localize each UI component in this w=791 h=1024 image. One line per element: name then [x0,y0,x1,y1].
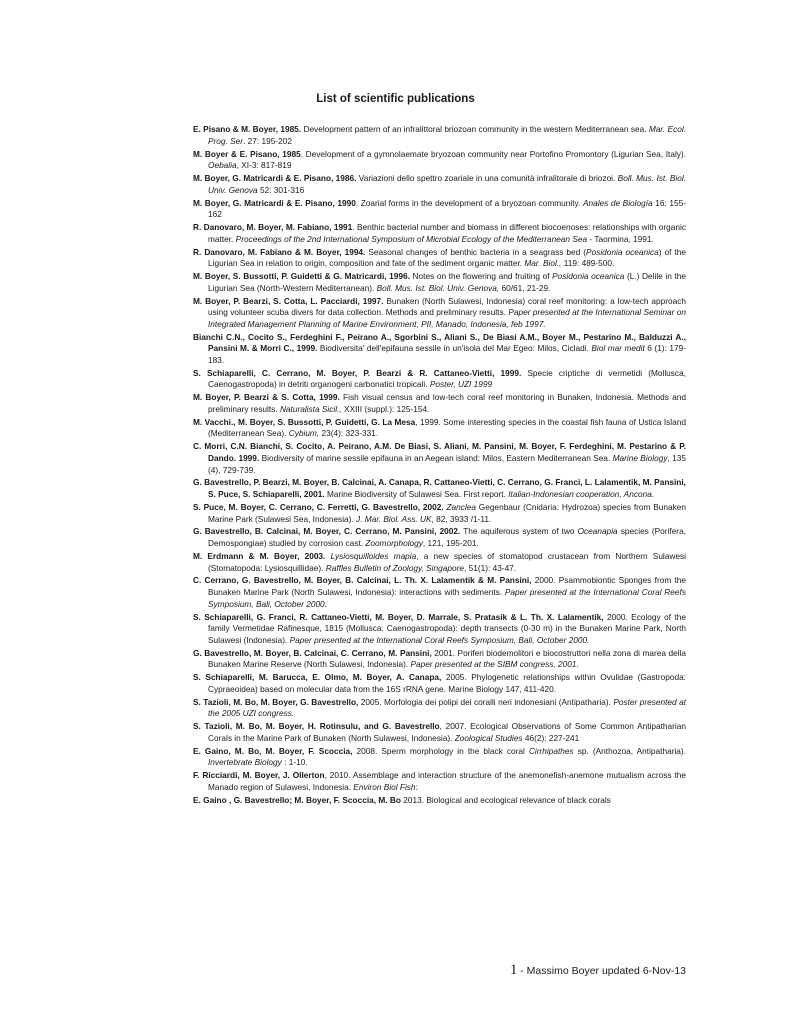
pub-text: , 1999. Some interesting species in the coastal fish fauna of Ustica Island (Mediterranean Sea). [208,416,686,439]
pub-text: , 51(1): 43-47. [463,562,517,573]
pub-journal: Paper presented at the SIBM congress, 2001 [410,659,577,670]
pub-text: The aquiferous system of two [460,526,578,537]
pub-text: Bunaken (North Sulawesi, Indonesia) coral reef monitoring: a low-tech approach using volunteer scuba divers for data collection. Methods and preliminary results. [208,295,686,318]
publication-entry [193,124,686,147]
pub-text: , a new species of stomatopod crustacean from Northern Sulawesi (Stomatopoda: Lysiosquillidae). [208,550,686,573]
pub-authors: M. Boyer, P. Bearzi & S. Cotta, 1999. [193,392,340,403]
publication-list [193,124,686,808]
pub-text: Marine Biodiversity of Sulawesi Sea. First report. [324,489,509,500]
pub-authors: C. Morri, C.N. Bianchi, S. Cocito, A. Peirano, A.M. De Biasi, S. Aliani, M. Pansini, M. Boyer, F. Ferdeghini, M. Pestarino & P. Dando. 1999. [193,441,686,463]
pub-text: , 2007. Ecological Observations of Some Common Antipatharian Corals in the Marine Park of Bunaken (North Sulawesi, Indonesia). [208,721,686,743]
pub-text: . 27: 195-202 [243,135,292,146]
publication-entry [193,746,686,769]
pub-journal: Invertebrate Biology [208,757,282,768]
pub-text: species (Porifera, Demospongiae) studied by corrosion cast. [208,526,686,549]
pub-journal: Boll. Mus. Ist. Biol. Univ. Genova, [376,282,500,293]
pub-text: 2005. Phylogenetic relationships within Ovulidae (Gastropoda: Cypraeoidea) based on molecular data from the 16S rRNA gene. Marine Biology 147, 411-420. [208,672,686,694]
pub-authors: S. Schiaparelli, M. Barucca, E. Olmo, M. Boyer, A. Canapa, [193,672,442,683]
pub-text: Seasonal changes of benthic bacteria in a seagrass bed ( [365,246,587,257]
pub-authors: F. Ricciardi, M. Boyer, J. Ollerton [193,770,325,781]
pub-journal: Environ Biol Fish [353,781,416,792]
publication-entry [193,672,686,695]
pub-authors: E. Gaino, M. Bo, M. Boyer, F. Scoccia, [193,745,353,756]
pub-authors: C. Cerrano, G. Bavestrello, M. Boyer, B. Calcinai, L. Th. X. Lalamentik & M. Pansini, [193,575,532,586]
pub-text: 2000. Psammobiontic Sponges from the Bunaken Marine Park (North Sulawesi, Indonesia): interactions with sediments. [208,575,687,598]
pub-journal: Paper presented at the International Coral Reefs Symposium, Bali, October 2000 [208,587,686,609]
pub-journal: Zoological Studies [454,732,523,743]
pub-authors: E. Pisano & M. Boyer, 1985. [193,124,302,134]
pub-journal: Naturalista Sicil., [279,403,342,414]
pub-journal: Poster, UZI 1999 [429,379,493,390]
pub-text: (L.) Delile in the Ligurian Sea (North-Western Mediterranean). [208,271,686,293]
publication-entry [193,247,686,270]
pub-authors: S. Puce, M. Boyer, C. Cerrano, C. Ferretti, G. Bavestrello, 2002. [193,501,444,512]
pub-journal: Paper presented at the International Coral Reefs Symposium, Bali, October 2000. [289,634,590,645]
publication-entry [193,575,686,610]
pub-text: , XI-3: 817-819 [236,160,292,171]
pub-text: Biodiversity of marine sessile epifauna in an Aegean island: Milos, Eastern Mediterranean Sea. [259,452,613,463]
pub-journal: J. Mar. Biol. Ass. UK [356,513,432,524]
pub-journal: Posidonia oceanica [552,271,625,281]
publication-entry [193,222,686,245]
pub-journal: Cybium, [288,428,320,439]
publication-entry [193,417,686,440]
pub-authors: S. Tazioli, M. Bo, M. Boyer, H. Rotinsulu, and G. Bavestrello [193,721,440,732]
pub-text: 52: 301-316 [257,184,305,195]
pub-authors: M. Boyer, P. Bearzi, S. Cotta, L. Pacciardi, 1997. [193,295,384,306]
pub-text: ) of the Ligurian Sea in relation to origin, composition and fate of the sediment organic matter. [208,246,686,269]
pub-journal: Biol mar medit [591,343,645,354]
pub-journal: Paper presented at the International Seminar on Integrated Management Planning of Marine Environment, PII, Manado, Indonesia, feb 1997. [208,307,686,329]
footer-text: - Massimo Boyer updated 6-Nov-13 [517,965,686,977]
publication-entry [193,502,686,525]
pub-text: 6 (1): 179-183. [208,343,686,365]
pub-journal: Mar. Biol., [524,258,562,269]
pub-journal: Raffles Bulletin of Zoology, Singapore [325,562,464,573]
pub-journal: Mar. Ecol. Prog. Ser [208,124,686,146]
pub-text: sp. (Anthozoa, Antipatharia). [573,745,686,756]
publication-entry [193,441,686,476]
pub-text: Gegenbaur (Cnidaria: Hydrozoa) species from Bunaken Marine Park (Sulawesi Sea, Indonesia). [208,501,686,524]
publication-entry [193,173,686,196]
publication-entry [193,551,686,574]
pub-text: 16: 155-162 [208,197,686,220]
pub-authors: G. Bavestrello, P. Bearzi, M. Boyer, B. Calcinai, A. Canapa, R. Cattaneo-Vietti, C. Cerrano, G. Franci, L. Lalamentik, M. Pansini, S. Puce, S. Schiaparelli, 2001. [193,477,686,500]
pub-text: , 135 (4), 729-739. [208,452,686,475]
page-footer [510,962,686,979]
pub-journal: Boll. Mus. Ist. Biol. Univ. Genova [208,173,687,195]
pub-text: . [324,598,327,609]
pub-authors: M. Boyer, G. Matricardi & E. Pisano, 1990 [193,197,356,208]
publication-entry [193,368,686,391]
pub-journal: Cirrhipathes [528,745,574,756]
pub-journal: Posidonia oceanica [586,246,659,257]
publication-entry [193,697,686,720]
pub-text: 119: 489-500. [561,258,615,269]
pub-authors: M. Boyer & E. Pisano, 1985 [193,148,301,159]
publication-entry [193,795,686,807]
publication-entry [193,271,686,294]
pub-authors: S. Schiaparelli, C. Cerrano, M. Boyer, P. Bearzi & R. Cattaneo-Vietti, 1999. [193,367,522,378]
pub-journal: Lysiosquilloides mapia [330,550,417,561]
pub-text: 2001. Poriferi biodemolitori e biocostruttori nella zona di marea della Bunaken Marine Reserve (North Sulawesi, Indonesia). [208,647,686,670]
pub-text: 60/61, 21-29. [499,282,551,293]
pub-journal: Proceedings of the 2nd International Symposium of Microbial Ecology of the Mediterranean Sea [235,233,588,244]
pub-authors: S. Schiaparelli, G. Franci, R. Cattaneo-Vietti, M. Boyer, D. Marrale, S. Pratasik & L. Th. X. Lalamentik, [193,611,604,622]
publication-entry [193,332,686,367]
pub-authors: R. Danovaro, M. Fabiano & M. Boyer, 1994. [193,246,366,257]
pub-text: , 2010. Assemblage and interaction structure of the anemonefish-anemone mutualism across the Manado region of Sulawesi, Indonesia. [208,770,687,792]
pub-authors: R. Danovaro, M. Boyer, M. Fabiano, 1991 [193,222,353,232]
page-number: 1 [509,962,518,978]
pub-authors: S. Tazioli, M. Bo, M. Boyer, G. Bavestrello, [193,696,359,707]
pub-text: : 1-10. [281,757,308,768]
publication-entry [193,770,686,793]
pub-text: 2013. Biological and ecological relevance of black corals [400,794,611,805]
publication-entry [193,198,686,221]
publication-entry [193,612,686,647]
pub-journal: Oebalia [208,160,237,171]
pub-text: : [415,781,418,792]
pub-text: . [651,489,655,500]
pub-text: , 121, 195-201. [422,538,479,549]
publication-entry [193,721,686,744]
pub-authors: Bianchi C.N., Cocito S., Ferdeghini F., Peirano A., Sgorbini S., Aliani S., De Biasi A.M., Boyer M., Pestarino M., Balduzzi A., Pansini M. & Morri C., 1999. [193,331,686,354]
pub-text: Biodiversita' dell'epifauna sessile in un'isola del Mar Egeo: Milos, Cicladi. [317,343,592,354]
pub-text: . [576,659,579,670]
publication-entry [193,296,686,331]
pub-text: . Benthic bacterial number and biomass in different biocoenoses: relationships with organic matter. [208,222,686,244]
pub-text: XXIII (suppl.): 125-154. [341,403,430,414]
pub-text: Development pattern of an infralittoral briozoan community in the western Mediterranean sea. [301,124,649,134]
pub-journal: Poster presented at the 2005 UZI congress. [208,696,686,719]
pub-authors: M. Boyer, G. Matricardi & E. Pisano, 1986. [193,173,357,183]
publication-entry [193,392,686,415]
pub-authors: M. Erdmann & M. Boyer, 2003. [193,550,326,561]
pub-authors: E. Gaino , G. Bavestrello; M. Boyer, F. Scoccia, M. Bo [193,794,401,805]
pub-text: , 82, 3933 /1-11. [431,513,492,524]
pub-journal: Marine Biology [612,452,668,463]
pub-text: 46(2): 227-241 [522,732,580,743]
publication-entry [193,648,686,671]
pub-journal: Zanclea [446,501,476,512]
pub-text: Notes on the flowering and fruiting of [409,271,553,281]
publication-entry [193,149,686,172]
pub-journal: Oceanapia [577,526,618,537]
publication-entry [193,477,686,500]
pub-text: . Development of a gymnolaemate bryozoan community near Portofino Promontory (Ligurian Sea, Italy). [300,148,686,159]
pub-journal: Zoomorphology [365,538,423,549]
pub-text: 2008. Sperm morphology in the black coral [352,745,529,756]
pub-authors: M. Vacchi., M. Boyer, S. Bussotti, P. Guidetti, G. La Mesa [193,416,416,427]
pub-authors: G. Bavestrello, M. Boyer, B. Calcinai, C. Cerrano, M. Pansini, [193,647,432,658]
pub-text: 2000. Ecology of the family Vermetidae Rafinesque, 1815 (Mollusca: Caenogastropoda): depth transects (0-30 m) in the Bunaken Marine Park, North Sulawesi (Indonesia). [208,611,686,645]
pub-authors: M. Boyer, S. Bussotti, P. Guidetti & G. Matricardi, 1996. [193,271,410,281]
pub-text: . Zoarial forms in the development of a bryozoan community. [355,197,583,208]
pub-text: - Taormina, 1991. [587,233,654,244]
pub-authors: G. Bavestrello, B. Calcinai, M. Boyer, C. Cerrano, M. Pansini, 2002. [193,526,461,537]
pub-text: Specie criptiche di vermetidi (Mollusca, Caenogastropoda) in detriti organogeni carbonatici tropicali. [208,367,687,390]
pub-text: Variazioni dello spettro zoariale in una comunità infralitorale di briozoi. [356,173,618,183]
pub-text: 23(4): 323-331. [319,428,379,439]
pub-journal: Anales de Biología [582,197,653,208]
page-title: List of scientific publications [316,93,475,105]
pub-text: Fish visual census and low-tech coral reef monitoring in Bunaken, Indonesia. Methods and preliminary results. [208,392,686,414]
pub-text: 2005. Morfologia dei polipi dei coralli neri indonesiani (Antipatharia). [358,696,614,707]
publication-entry [193,526,686,549]
pub-journal: Italian-Indonesian cooperation, Ancona [508,489,652,500]
